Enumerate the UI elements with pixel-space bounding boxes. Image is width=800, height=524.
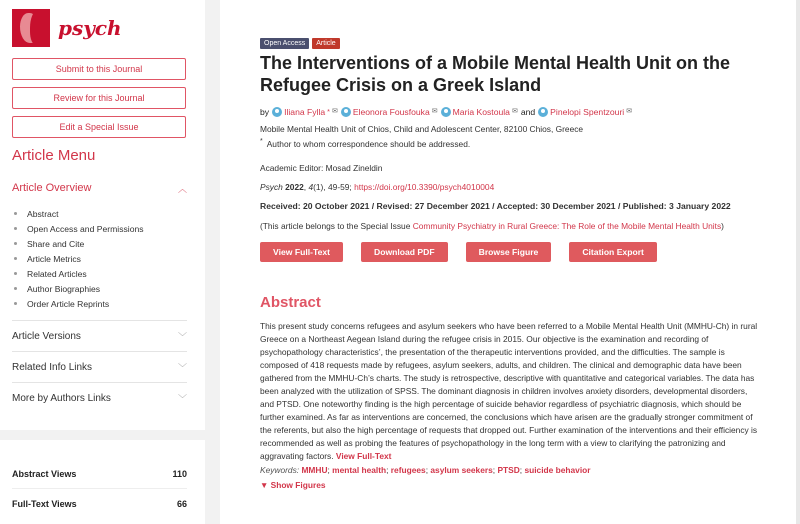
stat-value: 110 <box>172 469 187 479</box>
keyword-link[interactable]: mental health <box>332 464 387 475</box>
journal-name: Psych <box>260 181 283 192</box>
overview-item-related[interactable]: Related Articles <box>14 266 187 281</box>
author-link[interactable] <box>341 105 438 119</box>
sidebar <box>0 0 205 524</box>
person-icon <box>441 107 451 117</box>
review-button[interactable]: Review for this Journal <box>12 87 186 109</box>
author-list <box>260 105 770 119</box>
person-icon <box>341 107 351 117</box>
open-access-badge: Open Access <box>260 38 309 49</box>
show-figures-toggle[interactable]: ▼ Show Figures <box>260 479 326 490</box>
person-icon <box>538 107 548 117</box>
chevron-down-icon: ﹀ <box>177 362 187 373</box>
corresponding-mark: * <box>260 138 263 145</box>
abstract-body: This present study concerns refugees and asylum seekers who have been referred to a Mobile Mental Health Unit (MMHU-Ch) in rural Greece on a Northeast Aegean Island during the refugee crisis in 2015. Our objective is the examination and recording of psychopathology characteristics’, the presentation of the therapeutic interventions provided, and the difficulties. The sample is composed of 418 requests made by refugees, asylum seekers, adults, and children. The clinical and demographic data have been gathered from the MMHU-Ch’s charts. The study is retrospective, descriptive with quantitative and categorical variables. The data has been analyzed with the utilization of SPSS. The dominant diagnosis in children involves anxiety disorders, developmental disorders, and PTSD. One noteworthy finding is the high percentage of suicide behavior regardless of psychiatric diagnosis, which should be further examined. As far as interventions are concerned, the conclusions which have arisen are the gradually stronger commitment of the referents, but also the high percentage of requests that dropped out. Further examination of the interventions and their efficiency is recommended as well as probing the features of psychopathology in the long term with a view to clarifying the patronizing and aggravating factors. <box>260 320 758 461</box>
envelope-icon[interactable]: ✉ <box>331 108 338 115</box>
keyword-link[interactable]: MMHU <box>301 464 328 475</box>
section-label: Related Info Links <box>12 361 93 373</box>
download-pdf-button[interactable]: Download PDF <box>361 242 448 262</box>
volume: 4 <box>308 181 314 192</box>
overview-item-reprints[interactable]: Order Article Reprints <box>14 296 187 311</box>
browse-figure-button[interactable]: Browse Figure <box>466 242 552 262</box>
stat-value: 66 <box>176 498 187 509</box>
abstract-text <box>260 320 760 463</box>
article-title: The Interventions of a Mobile Mental Health Unit on the Refugee Crisis on a Greek Island <box>260 53 731 95</box>
journal-logo[interactable] <box>12 8 187 48</box>
article-main <box>220 0 800 524</box>
submit-button[interactable]: Submit to this Journal <box>12 58 186 80</box>
edit-special-issue-button[interactable]: Edit a Special Issue <box>12 116 186 138</box>
special-prefix: (This article belongs to the Special Issue <box>260 220 413 231</box>
doi-link[interactable]: https://doi.org/10.3390/psych4010004 <box>354 181 495 192</box>
envelope-icon[interactable]: ✉ <box>511 108 518 115</box>
sidebar-top <box>0 0 205 430</box>
special-issue-note <box>260 220 750 232</box>
author-name: Maria Kostoula <box>452 107 510 117</box>
stat-label: Full-Text Views <box>12 498 77 509</box>
view-full-text-link[interactable]: View Full-Text <box>335 450 392 461</box>
abstract-heading: Abstract <box>260 293 321 311</box>
citation-export-button[interactable]: Citation Export <box>569 242 657 262</box>
action-buttons <box>260 242 770 262</box>
chevron-up-icon: ︿ <box>177 183 187 194</box>
by-label: by <box>260 107 270 117</box>
citation-line: Psych 2022, 4(1), 49-59; https://doi.org/10.3390/psych4010004 <box>260 181 495 192</box>
scrollbar[interactable] <box>796 0 800 524</box>
person-icon <box>272 107 282 117</box>
stat-row <box>12 460 187 489</box>
section-label: Article Versions <box>12 330 81 342</box>
correspondence-note <box>260 138 770 149</box>
article-stats <box>0 440 205 524</box>
keyword-link[interactable]: PTSD <box>497 464 520 475</box>
keywords: Keywords: MMHU; mental health; refugees; asylum seekers; PTSD; suicide behavior <box>260 464 591 475</box>
chevron-down-icon: ﹀ <box>177 331 187 342</box>
badges <box>260 38 770 49</box>
author-link[interactable] <box>441 105 518 119</box>
author-link[interactable] <box>538 105 632 119</box>
year: 2022 <box>285 181 304 192</box>
publication-dates: Received: 20 October 2021 / Revised: 27 December 2021 / Accepted: 30 December 2021 / Published: 3 January 2022 <box>260 200 731 211</box>
chevron-down-icon: ﹀ <box>177 393 187 404</box>
and-label: and <box>520 107 536 117</box>
overview-item-metrics[interactable]: Article Metrics <box>14 251 187 266</box>
article-overview-label: Article Overview <box>12 182 92 194</box>
overview-item-biographies[interactable]: Author Biographies <box>14 281 187 296</box>
special-issue-link[interactable]: Community Psychiatry in Rural Greece: The Role of the Mobile Mental Health Units <box>412 220 722 231</box>
envelope-icon[interactable]: ✉ <box>431 108 438 115</box>
overview-item-share-cite[interactable]: Share and Cite <box>14 236 187 251</box>
author-name: Eleonora Fousfouka <box>352 107 430 117</box>
related-info-toggle[interactable] <box>12 351 187 382</box>
issue-pages: (1), 49-59; <box>313 181 352 192</box>
corresponding-mark: * <box>327 108 330 116</box>
article-type-badge: Article <box>312 38 339 49</box>
affiliation: Mobile Mental Health Unit of Chios, Child and Adolescent Center, 82100 Chios, Greece <box>260 124 584 134</box>
section-label: More by Authors Links <box>12 392 111 404</box>
author-name: Iliana Fylla <box>284 107 326 117</box>
psych-logo-icon <box>12 9 50 47</box>
special-suffix: ) <box>721 220 724 231</box>
keyword-link[interactable]: refugees <box>390 464 426 475</box>
stat-row <box>12 489 187 518</box>
overview-item-open-access[interactable]: Open Access and Permissions <box>14 221 187 236</box>
authors-links-toggle[interactable] <box>12 382 187 413</box>
article-versions-toggle[interactable] <box>12 320 187 351</box>
keyword-link[interactable]: asylum seekers <box>430 464 493 475</box>
article-overview-toggle[interactable] <box>12 181 187 195</box>
envelope-icon[interactable]: ✉ <box>626 108 633 115</box>
overview-item-abstract[interactable]: Abstract <box>14 206 187 221</box>
logo-text: psych <box>58 16 122 40</box>
article-menu-title: Article Menu <box>12 147 96 164</box>
keywords-label: Keywords: <box>260 464 300 475</box>
view-full-text-button[interactable]: View Full-Text <box>260 242 343 262</box>
academic-editor: Academic Editor: Mosad Zineldin <box>260 162 383 173</box>
correspondence-text: Author to whom correspondence should be addressed. <box>266 138 471 149</box>
author-name: Pinelopi Spentzouri <box>550 107 625 117</box>
stat-label: Abstract Views <box>12 469 77 479</box>
author-link[interactable] <box>272 105 338 119</box>
keyword-link[interactable]: suicide behavior <box>524 464 591 475</box>
article-overview-list <box>12 206 187 311</box>
